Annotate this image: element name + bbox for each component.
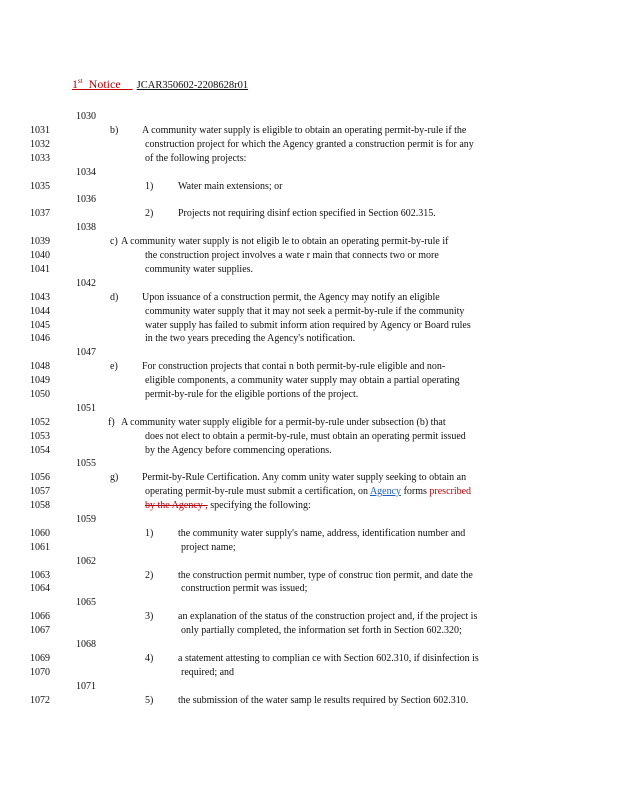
line-number: 1058	[30, 500, 50, 511]
line-number: 1071	[76, 681, 96, 692]
line-number: 1048	[30, 361, 50, 372]
line-number: 1036	[76, 194, 96, 205]
line-number: 1034	[76, 167, 96, 178]
item-label: 5)	[145, 695, 154, 706]
line-number: 1059	[76, 514, 96, 525]
text-line: construction project for which the Agency granted a construction permit is for any	[145, 139, 474, 150]
text-line: in the two years preceding the Agency's notification.	[145, 333, 356, 344]
text-line: Permit-by-Rule Certification. Any comm unity water supply seeking to obtain an	[142, 472, 467, 483]
line-number: 1054	[30, 445, 50, 456]
line-number: 1051	[76, 403, 96, 414]
item-label: b)	[110, 125, 119, 136]
line-number: 1049	[30, 375, 50, 386]
text-line: community water supplies.	[145, 264, 254, 275]
text-line: A community water supply is not eligib le to obtain an operating permit-by-rule if	[121, 236, 449, 247]
text-line: A community water supply is eligible to obtain an operating permit-by-rule if the	[142, 125, 467, 136]
text-line: eligible components, a community water supply may obtain a partial operating	[145, 375, 460, 386]
line-number: 1068	[76, 639, 96, 650]
line-number: 1067	[30, 625, 50, 636]
line-number: 1065	[76, 597, 96, 608]
deleted-text: by the Agency ,	[145, 500, 208, 511]
text-line: A community water supply eligible for a permit-by-rule under subsection (b) that	[121, 417, 446, 428]
line-number: 1040	[30, 250, 50, 261]
text-line: by the Agency , specifying the following:	[145, 500, 311, 511]
text-line: community water supply that it may not seek a permit-by-rule if the community	[145, 306, 465, 317]
line-number: 1064	[30, 583, 50, 594]
item-label: 3)	[145, 611, 154, 622]
line-number: 1038	[76, 222, 96, 233]
text-line: Upon issuance of a construction permit, the Agency may notify an eligible	[142, 292, 440, 303]
line-number: 1060	[30, 528, 50, 539]
line-number: 1046	[30, 333, 50, 344]
line-number: 1035	[30, 181, 50, 192]
line-number: 1044	[30, 306, 50, 317]
notice-label: 1st Notice	[72, 77, 121, 91]
item-label: 2)	[145, 208, 154, 219]
text-line: of the following projects:	[145, 153, 247, 164]
line-number: 1031	[30, 125, 50, 136]
item-label: 4)	[145, 653, 154, 664]
text-line: Water main extensions; or	[178, 181, 283, 192]
line-number: 1061	[30, 542, 50, 553]
line-number: 1072	[30, 695, 50, 706]
item-label: 1)	[145, 181, 154, 192]
line-number: 1042	[76, 278, 96, 289]
line-number: 1070	[30, 667, 50, 678]
text-line: the submission of the water samp le results required by Section 602.310.	[178, 695, 469, 706]
item-label: f)	[108, 417, 115, 428]
line-number: 1055	[76, 458, 96, 469]
line-number: 1032	[30, 139, 50, 150]
item-label: 1)	[145, 528, 154, 539]
line-number: 1066	[30, 611, 50, 622]
line-number: 1052	[30, 417, 50, 428]
line-number: 1047	[76, 347, 96, 358]
line-number: 1056	[30, 472, 50, 483]
item-label: g)	[110, 472, 119, 483]
notice-header	[72, 77, 248, 92]
jcar-id: JCAR350602-2208628r01	[136, 80, 249, 91]
text-line: construction permit was issued;	[181, 583, 308, 594]
text-line: the community water supply's name, address, identification number and	[178, 528, 466, 539]
text-line: only partially completed, the information set forth in Section 602.320;	[181, 625, 462, 636]
text-line: water supply has failed to submit inform ation required by Agency or Board rules	[145, 320, 471, 331]
text-line: Projects not requiring disinf ection specified in Section 602.315.	[178, 208, 436, 219]
item-label: e)	[110, 361, 118, 372]
line-number: 1037	[30, 208, 50, 219]
line-number: 1033	[30, 153, 50, 164]
inserted-text: prescribed	[429, 486, 472, 497]
line-number: 1030	[76, 111, 96, 122]
line-number: 1043	[30, 292, 50, 303]
line-number: 1057	[30, 486, 50, 497]
text-line: operating permit-by-rule must submit a certification, on Agency forms prescribed	[145, 486, 472, 497]
text-line: permit-by-rule for the eligible portions of the project.	[145, 389, 359, 400]
line-number: 1053	[30, 431, 50, 442]
line-number: 1045	[30, 320, 50, 331]
agency-link[interactable]: Agency	[369, 486, 402, 497]
line-number: 1039	[30, 236, 50, 247]
line-number: 1063	[30, 570, 50, 581]
line-number: 1050	[30, 389, 50, 400]
line-number: 1041	[30, 264, 50, 275]
line-number: 1062	[76, 556, 96, 567]
item-label: d)	[110, 292, 119, 303]
line-number: 1069	[30, 653, 50, 664]
item-label: 2)	[145, 570, 154, 581]
text-line: an explanation of the status of the construction project and, if the project is	[178, 611, 478, 622]
text-line: by the Agency before commencing operations.	[145, 445, 332, 456]
text-line: For construction projects that contai n both permit-by-rule eligible and non-	[142, 361, 446, 372]
text-line: the construction permit number, type of construc tion permit, and date the	[178, 570, 473, 581]
text-line: project name;	[181, 542, 236, 553]
text-line: a statement attesting to complian ce with Section 602.310, if disinfection is	[178, 653, 479, 664]
text-line: does not elect to obtain a permit-by-rule, must obtain an operating permit issued	[145, 431, 466, 442]
text-line: required; and	[181, 667, 235, 678]
text-line: the construction project involves a wate r main that connects two or more	[145, 250, 439, 261]
item-label: c)	[110, 236, 118, 247]
